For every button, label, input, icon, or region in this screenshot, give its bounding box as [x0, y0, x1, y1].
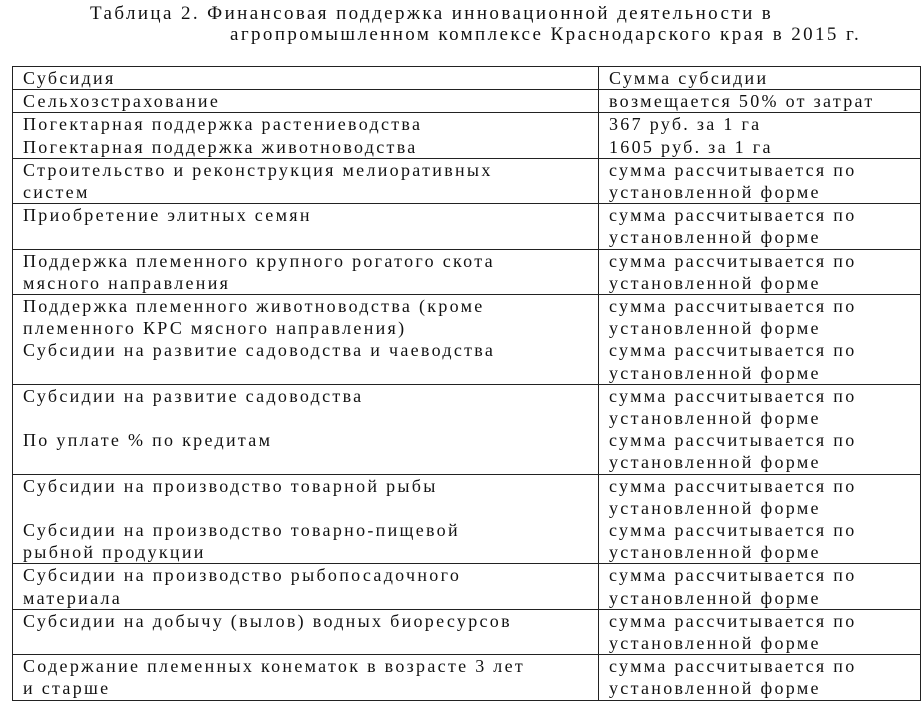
- caption-line-2: агропромышленном комплексе Краснодарского края в 2015 г.: [230, 24, 862, 45]
- subsidy-name: [13, 474, 599, 564]
- table-row: [13, 90, 921, 113]
- table-row: [13, 474, 921, 564]
- subsidy-amount: [599, 113, 921, 158]
- subsidy-amount-line: установленной форме: [609, 633, 821, 654]
- table-row: [13, 158, 921, 203]
- table-header-row: [13, 67, 921, 90]
- subsidy-name-line: Строительство и реконструкция мелиоративных: [23, 159, 493, 180]
- subsidy-amount-line: сумма рассчитывается по: [609, 430, 857, 451]
- subsidy-amount-line: сумма рассчитывается по: [609, 385, 857, 406]
- subsidy-name: [13, 609, 599, 654]
- caption-line-1: Таблица 2. Финансовая поддержка инновационной деятельности в: [90, 3, 774, 24]
- subsidy-amount-line: установленной форме: [609, 227, 821, 248]
- table-row: [13, 249, 921, 294]
- subsidy-amount-line: сумма рассчитывается по: [609, 296, 857, 317]
- subsidy-table: [12, 66, 921, 701]
- subsidy-name: [13, 655, 599, 700]
- subsidy-amount-line: сумма рассчитывается по: [609, 610, 857, 631]
- subsidy-amount-line: 1605 руб. за 1 га: [609, 136, 773, 157]
- subsidy-name: [13, 295, 599, 385]
- subsidy-amount-line: сумма рассчитывается по: [609, 205, 857, 226]
- subsidy-amount: [599, 564, 921, 609]
- subsidy-amount: [599, 655, 921, 700]
- subsidy-name-line: Погектарная поддержка животноводства: [23, 136, 418, 157]
- subsidy-name-line: Субсидии на добычу (вылов) водных биоресурсов: [23, 610, 512, 631]
- subsidy-amount-line: установленной форме: [609, 362, 821, 383]
- subsidy-name: [13, 564, 599, 609]
- subsidy-amount-line: сумма рассчитывается по: [609, 159, 857, 180]
- subsidy-name-line: Субсидии на производство товарной рыбы: [23, 475, 438, 496]
- subsidy-amount: [599, 384, 921, 474]
- table-row: [13, 295, 921, 385]
- subsidy-amount-line: 367 руб. за 1 га: [609, 114, 762, 135]
- subsidy-name-line: Субсидии на развитие садоводства: [23, 385, 364, 406]
- subsidy-name-line: Поддержка племенного крупного рогатого скота: [23, 250, 495, 271]
- subsidy-amount: возмещается 50% от затрат: [599, 90, 921, 113]
- table-row: [13, 384, 921, 474]
- subsidy-amount-line: сумма рассчитывается по: [609, 475, 857, 496]
- table-row: [13, 113, 921, 158]
- subsidy-amount-line: сумма рассчитывается по: [609, 340, 857, 361]
- subsidy-amount: [599, 204, 921, 249]
- subsidy-amount-line: сумма рассчитывается по: [609, 656, 857, 677]
- subsidy-amount-line: установленной форме: [609, 542, 821, 563]
- subsidy-name-line: По уплате % по кредитам: [23, 430, 273, 451]
- subsidy-name: Сельхозстрахование: [13, 90, 599, 113]
- subsidy-amount-line: установленной форме: [609, 272, 821, 293]
- subsidy-name: [13, 113, 599, 158]
- subsidy-name-line: Погектарная поддержка растениеводства: [23, 114, 423, 135]
- subsidy-name-line: Поддержка племенного животноводства (кроме: [23, 296, 485, 317]
- subsidy-name-line: систем: [23, 182, 90, 203]
- subsidy-amount: [599, 609, 921, 654]
- subsidy-name-line: племенного КРС мясного направления): [23, 318, 407, 339]
- subsidy-name-line: и старше: [23, 678, 111, 699]
- subsidy-amount: [599, 249, 921, 294]
- subsidy-name-line: мясного направления: [23, 272, 231, 293]
- subsidy-name-line: Субсидии на производство рыбопосадочного: [23, 565, 462, 586]
- subsidy-amount-line: установленной форме: [609, 318, 821, 339]
- subsidy-amount-line: установленной форме: [609, 497, 821, 518]
- subsidy-name-line: Субсидии на производство товарно-пищевой: [23, 520, 460, 541]
- subsidy-amount: [599, 474, 921, 564]
- table-row: [13, 655, 921, 700]
- subsidy-amount: [599, 158, 921, 203]
- subsidy-amount-line: установленной форме: [609, 408, 821, 429]
- subsidy-amount-line: сумма рассчитывается по: [609, 565, 857, 586]
- subsidy-amount-line: сумма рассчитывается по: [609, 250, 857, 271]
- subsidy-name-line: рыбной продукции: [23, 542, 206, 563]
- subsidy-name-line: материала: [23, 587, 123, 608]
- table-row: [13, 564, 921, 609]
- header-subsidy: Субсидия: [13, 67, 599, 90]
- subsidy-name: [13, 384, 599, 474]
- subsidy-name-line: Содержание племенных конематок в возрасте 3 лет: [23, 656, 526, 677]
- subsidy-amount-line: сумма рассчитывается по: [609, 520, 857, 541]
- subsidy-amount-line: установленной форме: [609, 452, 821, 473]
- table-row: [13, 609, 921, 654]
- subsidy-name: [13, 249, 599, 294]
- subsidy-name: [13, 158, 599, 203]
- subsidy-amount: [599, 295, 921, 385]
- table-row: [13, 204, 921, 249]
- subsidy-name-line: Субсидии на развитие садоводства и чаеводства: [23, 340, 496, 361]
- subsidy-amount-line: установленной форме: [609, 678, 821, 699]
- subsidy-amount-line: установленной форме: [609, 587, 821, 608]
- subsidy-amount-line: установленной форме: [609, 182, 821, 203]
- subsidy-name-line: Приобретение элитных семян: [23, 205, 312, 226]
- subsidy-name: [13, 204, 599, 249]
- header-amount: Сумма субсидии: [599, 67, 921, 90]
